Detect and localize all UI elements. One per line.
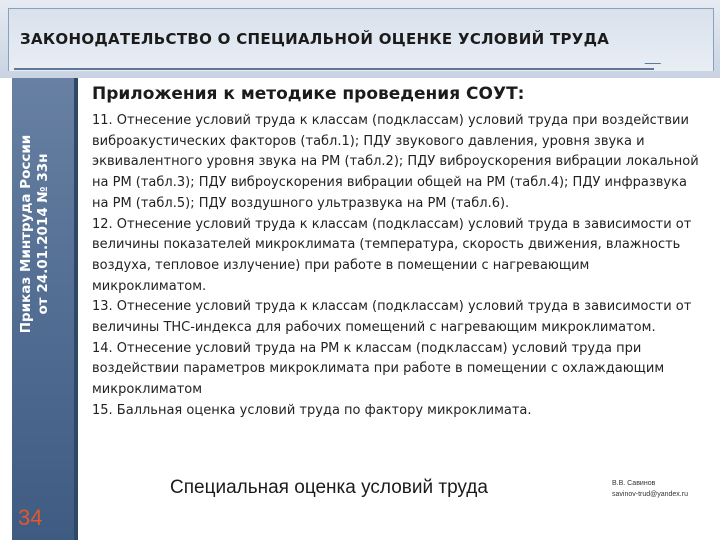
appendix-item-14: 14. Отнесение условий труда на РМ к классам (подклассам) условий труда при воздействии параметров микроклимата при работе в помещении с охлаждающим микроклиматом (92, 340, 665, 398)
author-email: savinov-trud@yandex.ru (612, 491, 688, 498)
appendix-item-15: 15. Балльная оценка условий труда по фактору микроклимата. (92, 402, 532, 418)
order-reference-line1: Приказ Минтруда России (18, 134, 34, 334)
sidebar-edge (74, 78, 78, 540)
appendix-item-11: 11. Отнесение условий труда к классам (подклассам) условий труда при воздействии виброакустических факторов (табл.1); ПДУ звукового давления, уровня звука и эквивалентного уровня звука на РМ (табл.2); ПДУ виброускорения вибрации локальной на РМ (табл.3); ПДУ виброускорения вибрации общей на РМ (табл.4); ПДУ инфразвука на РМ (табл.5); ПДУ воздушного ультразвука на РМ (табл.6). (92, 113, 699, 211)
section-subtitle: Приложения к методике проведения СОУТ: (92, 84, 525, 104)
appendix-list (92, 111, 704, 422)
order-reference-line2: от 24.01.2014 № 33н (35, 153, 51, 315)
appendix-item-12: 12. Отнесение условий труда к классам (подклассам) условий труда в зависимости от величины показателей микроклимата (температура, скорость движения, влажность воздуха, тепловое излучение) при работе в помещении с нагревающим микроклиматом. (92, 216, 692, 294)
appendix-item-13: 13. Отнесение условий труда к классам (подклассам) условий труда в зависимости от величины ТНС-индекса для рабочих помещений с нагревающим микроклиматом. (92, 299, 692, 336)
footer-author (612, 478, 688, 500)
footer-title: Специальная оценка условий труда (170, 477, 488, 498)
order-reference (18, 134, 52, 334)
author-name: В.В. Савинов (612, 480, 656, 487)
title-underline (14, 68, 654, 70)
slide-title: ЗАКОНОДАТЕЛЬСТВО О СПЕЦИАЛЬНОЙ ОЦЕНКЕ УСЛОВИЙ ТРУДА (20, 30, 610, 48)
slide-number: 34 (18, 505, 43, 530)
